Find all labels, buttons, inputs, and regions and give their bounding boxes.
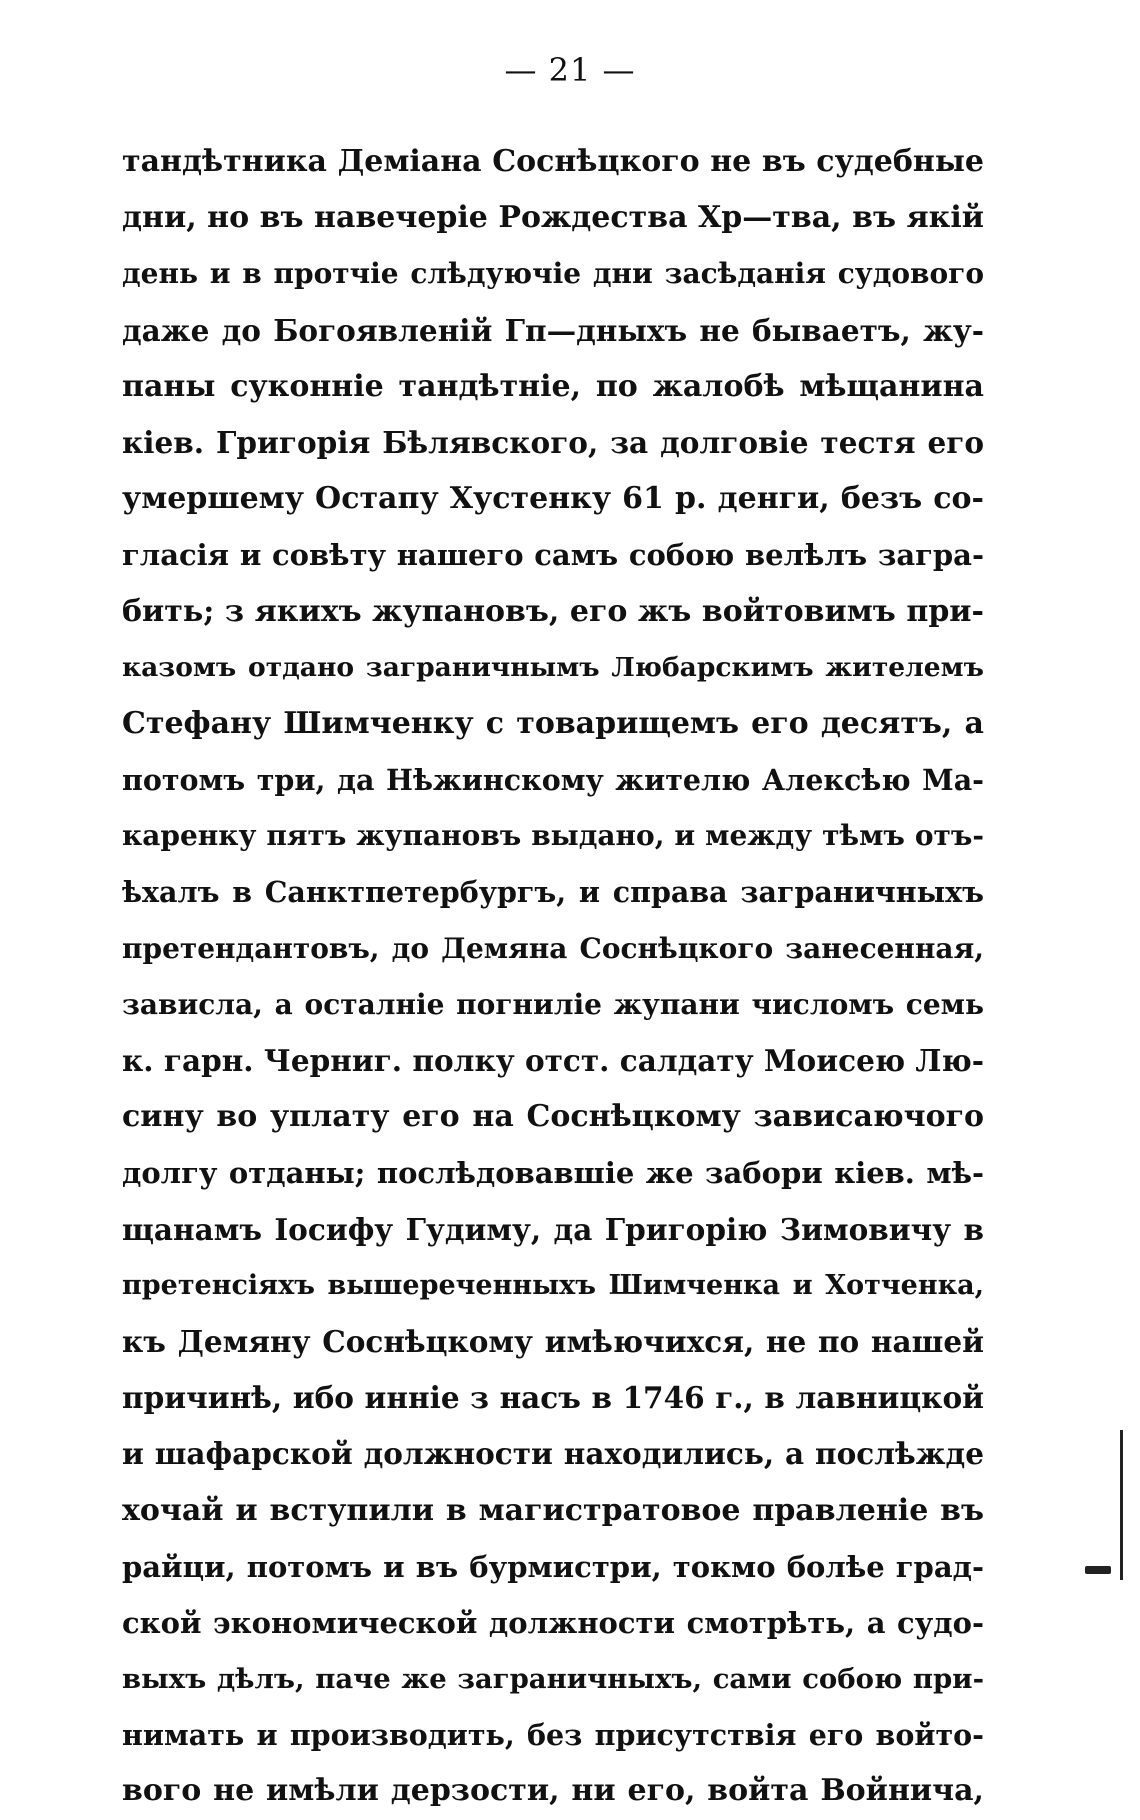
margin-bar-mark xyxy=(1120,1430,1123,1580)
text-line: к. гарн. Черниг. полку отст. салдату Моисею Лю- xyxy=(122,1043,984,1078)
text-line: хочай и вступили в магистратовое правленіе въ xyxy=(122,1492,984,1528)
text-line: гласія и совѣту нашего самъ собою велѣлъ загра- xyxy=(122,538,984,573)
text-line: претенсіяхъ вышереченныхъ Шимченка и Хотченка, xyxy=(122,1269,984,1301)
text-line: претендантовъ, до Демяна Соснѣцкого занесенная, xyxy=(122,931,984,965)
text-line: казомъ отдано заграничнымъ Любарскимъ жителемъ xyxy=(122,651,984,683)
text-line: причинѣ, ибо инніе з насъ в 1746 г., в лавницкой xyxy=(122,1380,984,1416)
page-number: — 21 — xyxy=(504,51,636,89)
text-line: каренку пятъ жупановъ выдано, и между тѣмъ отъ- xyxy=(122,819,984,853)
text-line: райци, потомъ и въ бурмистри, токмо болѣе град- xyxy=(122,1549,984,1584)
text-line: Стефану Шимченку с товарищемъ его десятъ, а xyxy=(122,705,984,741)
body-text xyxy=(122,134,984,1820)
text-line: зависла, а осталніе погниліе жупани числомъ семь xyxy=(122,987,984,1021)
margin-arrow-mark xyxy=(1085,1566,1111,1574)
text-line: выхъ дѣлъ, паче же заграничныхъ, сами собою при- xyxy=(122,1663,984,1696)
text-line: къ Демяну Соснѣцкому имѣючихся, не по нашей xyxy=(122,1323,984,1359)
text-line: вого не имѣли дерзости, ни его, войта Войнича, xyxy=(122,1773,984,1809)
text-line: паны суконніе тандѣтніе, по жалобѣ мѣщанина xyxy=(122,368,984,404)
text-line: сину во уплату его на Соснѣцкому зависаючого xyxy=(122,1099,984,1135)
text-line: и шафарской должности находились, а послѣжде xyxy=(122,1436,984,1472)
text-line: ѣхалъ в Санктпетербургъ, и справа заграничныхъ xyxy=(122,875,984,910)
text-line: нимать и производить, без присутствія его войто- xyxy=(122,1718,984,1753)
text-line: долгу отданы; послѣдовавшіе же забори кіев. мѣ- xyxy=(122,1156,984,1191)
text-line: бить; з якихъ жупановъ, его жъ войтовимъ при- xyxy=(122,593,984,629)
text-line: кіев. Григорія Бѣлявского, за долговіе тестя его xyxy=(122,424,984,460)
text-line: умершему Остапу Хустенку 61 р. денги, безъ со- xyxy=(122,481,984,517)
text-line: потомъ три, да Нѣжинскому жителю Алексѣю Ма- xyxy=(122,763,984,798)
text-line: даже до Богоявленій Гп—дныхъ не бываетъ, жу- xyxy=(122,312,984,348)
text-line: день и в протчіе слѣдуючіе дни засѣданія судового xyxy=(122,257,984,291)
text-line: ской экономической должности смотрѣть, а судо- xyxy=(122,1605,984,1640)
text-line: дни, но въ навечеріе Рождества Хр—тва, въ якій xyxy=(122,200,984,236)
text-line: тандѣтника Деміана Соснѣцкого не въ судебные xyxy=(122,144,984,179)
text-line: щанамъ Іосифу Гудиму, да Григорію Зимовичу в xyxy=(122,1211,984,1247)
